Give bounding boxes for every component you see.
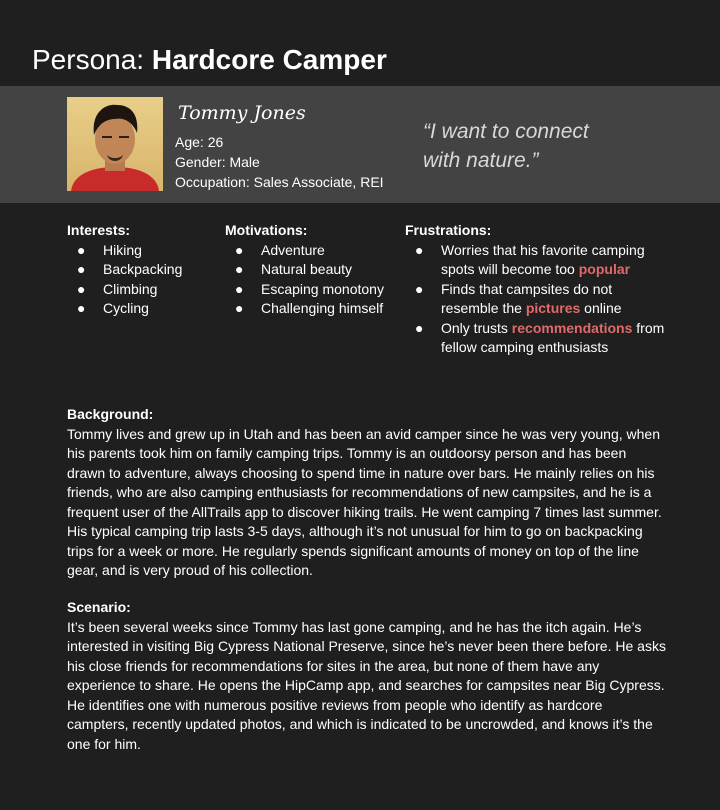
frustrations-column	[405, 221, 665, 358]
list-item-text: Cycling	[103, 300, 149, 316]
list-item-text: Finds that campsites do not resemble the	[441, 280, 613, 316]
list-item-text: Worries that his favorite camping spots will become too	[441, 241, 645, 277]
list-item-text: Hiking	[103, 241, 142, 258]
bullet-icon: ●	[77, 241, 86, 258]
bullet-icon: ●	[415, 280, 424, 297]
highlight-popular: popular	[578, 261, 631, 277]
list-item-text: Natural beauty	[261, 261, 353, 277]
persona-gender: Gender: Male	[175, 154, 260, 170]
list-item-text: Backpacking	[103, 261, 183, 277]
bullet-icon: ●	[235, 300, 244, 316]
motivations-heading: Motivations:	[225, 222, 308, 238]
list-item	[405, 319, 665, 358]
interests-list	[67, 241, 217, 319]
list-item	[225, 241, 400, 261]
persona-quote	[423, 117, 589, 175]
persona-age: Age: 26	[175, 134, 224, 150]
highlight-pictures: pictures	[525, 300, 581, 316]
persona-photo	[67, 97, 163, 191]
motivations-list	[225, 241, 400, 319]
frustrations-heading: Frustrations:	[405, 222, 492, 238]
interests-column	[67, 221, 217, 319]
list-item-text: Adventure	[261, 241, 325, 258]
scenario-section	[67, 598, 667, 754]
persona-quote-line-2: with nature.”	[423, 149, 539, 172]
bullet-icon: ●	[235, 280, 244, 297]
list-item	[405, 241, 665, 280]
bullet-icon: ●	[77, 280, 86, 297]
persona-occupation: Occupation: Sales Associate, REI	[175, 174, 384, 190]
list-item	[225, 299, 400, 319]
page-title-name: Hardcore Camper	[151, 44, 387, 75]
list-item-text: Escaping monotony	[261, 280, 384, 297]
bullet-icon: ●	[415, 241, 424, 258]
scenario-heading: Scenario:	[67, 599, 131, 615]
background-heading: Background:	[67, 406, 154, 422]
persona-photo-image	[67, 97, 163, 191]
interests-heading: Interests:	[67, 222, 131, 238]
background-text: Tommy lives and grew up in Utah and has been an avid camper since he was very young, when his parents took him on family camping trips. Tommy is an outdoorsy person and has been drawn to adventure, always choosing to spend time in nature over bars. He mainly relies on his friends, who are also camping enthusiasts for recommendations of new campsites, and he is a frequent user of the AllTrails app to discover hiking trails. He went camping 7 times last summer. His typical camping trip lasts 3-5 days, although it’s not unusual for him to go on backpacking trips for a week or more. He regularly spends significant amounts of money on top of the line gear, and is very proud of his collection.	[67, 425, 662, 578]
list-item	[67, 241, 217, 261]
bullet-icon: ●	[77, 300, 86, 316]
list-item	[67, 260, 217, 280]
page-title	[32, 40, 387, 80]
persona-details	[175, 132, 384, 192]
list-item	[405, 280, 665, 319]
background-section	[67, 405, 667, 581]
list-item	[67, 299, 217, 319]
page-title-prefix: Persona:	[32, 44, 152, 75]
list-item-text: Climbing	[103, 280, 158, 297]
list-item	[225, 280, 400, 300]
bullet-icon: ●	[235, 261, 244, 277]
list-item-text-after: online	[580, 300, 622, 316]
list-item	[67, 280, 217, 300]
list-item-text: Only trusts	[441, 319, 512, 336]
frustrations-list	[405, 241, 665, 358]
list-item-text-after: from fellow camping enthusiasts	[441, 319, 665, 355]
bullet-icon: ●	[235, 241, 244, 258]
list-item	[225, 260, 400, 280]
motivations-column	[225, 221, 400, 319]
list-item-text: Challenging himself	[261, 300, 384, 316]
scenario-text: It’s been several weeks since Tommy has last gone camping, and he has the itch again. He’s interested in visiting Big Cypress National Preserve, since he’s never been there before. He asks his close friends for recommendations for sites in the area, but none of them have any experience to share. He opens the HipCamp app, and searches for campsites near Big Cypress. He identifies one with numerous positive reviews from people who identify as hardcore campters, recently updated photos, and which is indicated to be uncrowded, and knows it’s the one for him.	[67, 618, 666, 752]
persona-quote-line-1: “I want to connect	[423, 120, 589, 143]
highlight-recommendations: recommendations	[511, 319, 633, 336]
persona-name: Tommy Jones	[178, 102, 306, 124]
persona-header-band	[0, 86, 720, 203]
bullet-icon: ●	[77, 261, 86, 277]
bullet-icon: ●	[415, 319, 424, 336]
